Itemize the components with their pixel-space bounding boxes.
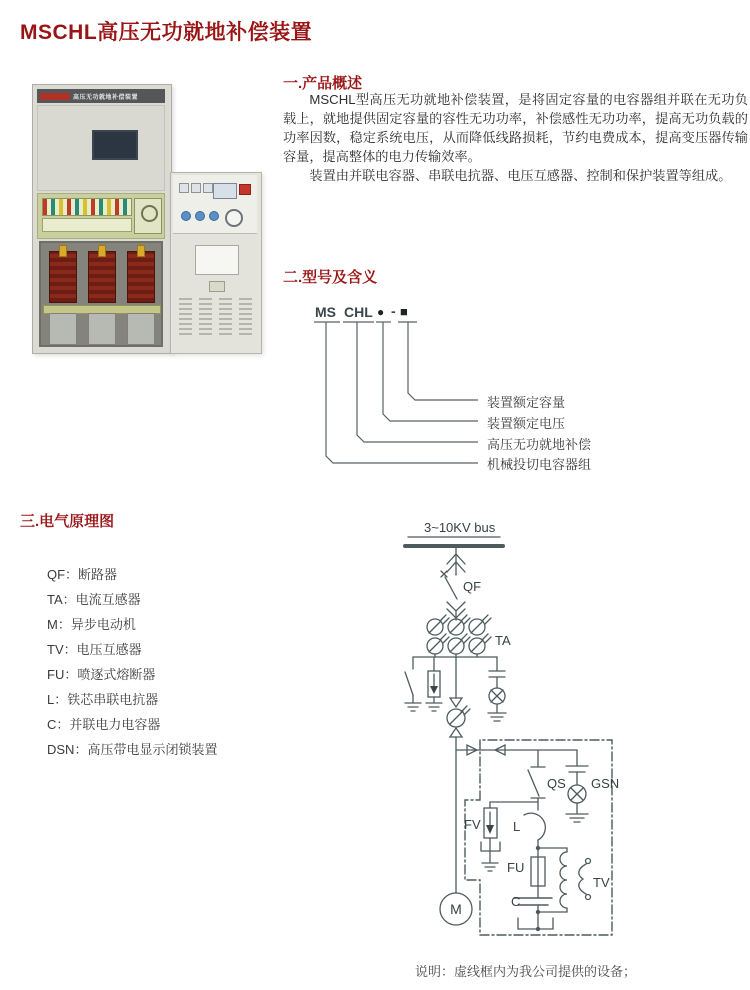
knob <box>195 211 205 221</box>
legend-item-tv: TV：电压互感器 <box>47 642 142 657</box>
legend-item-ta: TA：电流互感器 <box>47 592 141 607</box>
model-code-dot: ● <box>377 305 385 319</box>
schematic-note: 说明：虚线框内为我公司提供的设备； <box>415 964 637 979</box>
fuse-fu <box>531 848 545 897</box>
circuit-diagram <box>395 512 630 952</box>
reactor <box>49 251 77 303</box>
knob <box>209 211 219 221</box>
overview-paragraph-2: 装置由并联电容器、串联电抗器、电压互感器、控制和保护装置等组成。 <box>309 168 732 183</box>
schematic-legend <box>47 562 217 762</box>
reactor <box>88 251 116 303</box>
fu-label: FU <box>507 860 525 875</box>
legend-item-l: L：铁芯串联电抗器 <box>47 692 159 707</box>
legend-item-fu: FU：喷逐式熔断器 <box>47 667 156 682</box>
qf-label: QF <box>463 579 482 594</box>
fv-label: FV <box>464 817 481 832</box>
insulator <box>137 245 145 257</box>
cabinet-display-screen <box>92 130 138 160</box>
insulator <box>59 245 67 257</box>
frame-earth <box>518 918 553 929</box>
gauge <box>225 209 243 227</box>
earth-switch <box>405 657 421 711</box>
centre-pt <box>447 657 470 893</box>
disconnect-qs <box>528 750 545 810</box>
knob <box>181 211 191 221</box>
legend-item-c: C：并联电力电容器 <box>47 717 161 732</box>
capacitor-box <box>88 313 116 345</box>
model-code-square: ■ <box>400 304 408 319</box>
section-schematic-heading: 三.电气原理图 <box>20 513 115 530</box>
legend-item-m: M：异步电动机 <box>47 617 136 632</box>
qs-label: QS <box>547 776 566 791</box>
small-screen <box>213 183 237 199</box>
l-label: L <box>513 819 521 834</box>
model-connector-lines <box>300 316 490 476</box>
model-code-ms: MS <box>315 304 336 320</box>
model-label-capacity: 装置额定容量 <box>487 395 566 410</box>
section-overview-heading: 一.产品概述 <box>283 75 363 92</box>
ta-label: TA <box>495 633 511 648</box>
vent-slots <box>239 297 252 335</box>
cabinet-main <box>32 84 172 354</box>
model-label-switching: 机械投切电容器组 <box>487 457 592 472</box>
product-photo <box>30 82 262 356</box>
capacitor-box <box>127 313 155 345</box>
model-code-chl: CHL <box>344 304 373 320</box>
cabinet-reactor-compartment <box>39 241 163 347</box>
reactor-l <box>524 813 545 848</box>
cabinet-header-bar <box>37 89 165 103</box>
cabinet-upper-door <box>37 105 165 191</box>
indicator <box>179 183 189 193</box>
transformer-tv <box>538 848 591 912</box>
side-panel-door <box>173 235 257 351</box>
ct-group-ta <box>427 615 491 657</box>
section-model-heading: 二.型号及含义 <box>283 269 378 286</box>
vent-slots <box>219 297 232 335</box>
live-display-gsn <box>566 750 588 822</box>
reactor <box>127 251 155 303</box>
cabinet-header-label: 高压无功就地补偿装置 <box>73 94 139 101</box>
panel-badge <box>209 281 225 292</box>
connector-arrows <box>456 745 577 755</box>
brand-logo <box>40 93 70 100</box>
m-label: M <box>450 901 462 917</box>
tv-label: TV <box>593 875 610 890</box>
vent-slots <box>179 297 192 335</box>
instrument-band <box>173 175 257 234</box>
gsn-label: GSN <box>591 776 620 791</box>
model-label-compensation: 高压无功就地补偿 <box>487 437 592 452</box>
legend-item-qf: QF：断路器 <box>47 567 118 582</box>
indicator <box>191 183 201 193</box>
terminal-strip <box>42 218 132 232</box>
cabinet-control-panel <box>37 193 165 239</box>
red-button <box>239 184 251 195</box>
panel-meter <box>134 198 162 234</box>
live-display-branch <box>488 657 506 721</box>
model-label-voltage: 装置额定电压 <box>487 416 566 431</box>
insulator <box>98 245 106 257</box>
overview-text <box>283 90 748 185</box>
vent-slots <box>199 297 212 335</box>
panel-window <box>195 245 239 275</box>
breaker-qf <box>441 554 465 620</box>
surge-arrester <box>426 657 442 711</box>
model-code-dash: - <box>391 303 396 319</box>
overview-paragraph-1: MSCHL型高压无功就地补偿装置，是将固定容量的电容器组并联在无功负载上，就地提供固定容量的容性无功功率，补偿感性无功功率，提高无功负载的功率因数，稳定系统电压，从而降低线路损耗，节约电费成本，提高变压器传输容量，提高整体的电力传输效率。 <box>283 92 748 164</box>
control-strip <box>42 198 132 216</box>
indicator <box>203 183 213 193</box>
cabinet-side-panel <box>170 172 262 354</box>
capacitor-box <box>49 313 77 345</box>
c-label: C <box>511 894 521 909</box>
bus-label: 3~10KV bus <box>424 520 496 535</box>
page-title: MSCHL高压无功就地补偿装置 <box>20 21 313 44</box>
legend-item-dsn: DSN：高压带电显示闭锁装置 <box>47 742 218 757</box>
